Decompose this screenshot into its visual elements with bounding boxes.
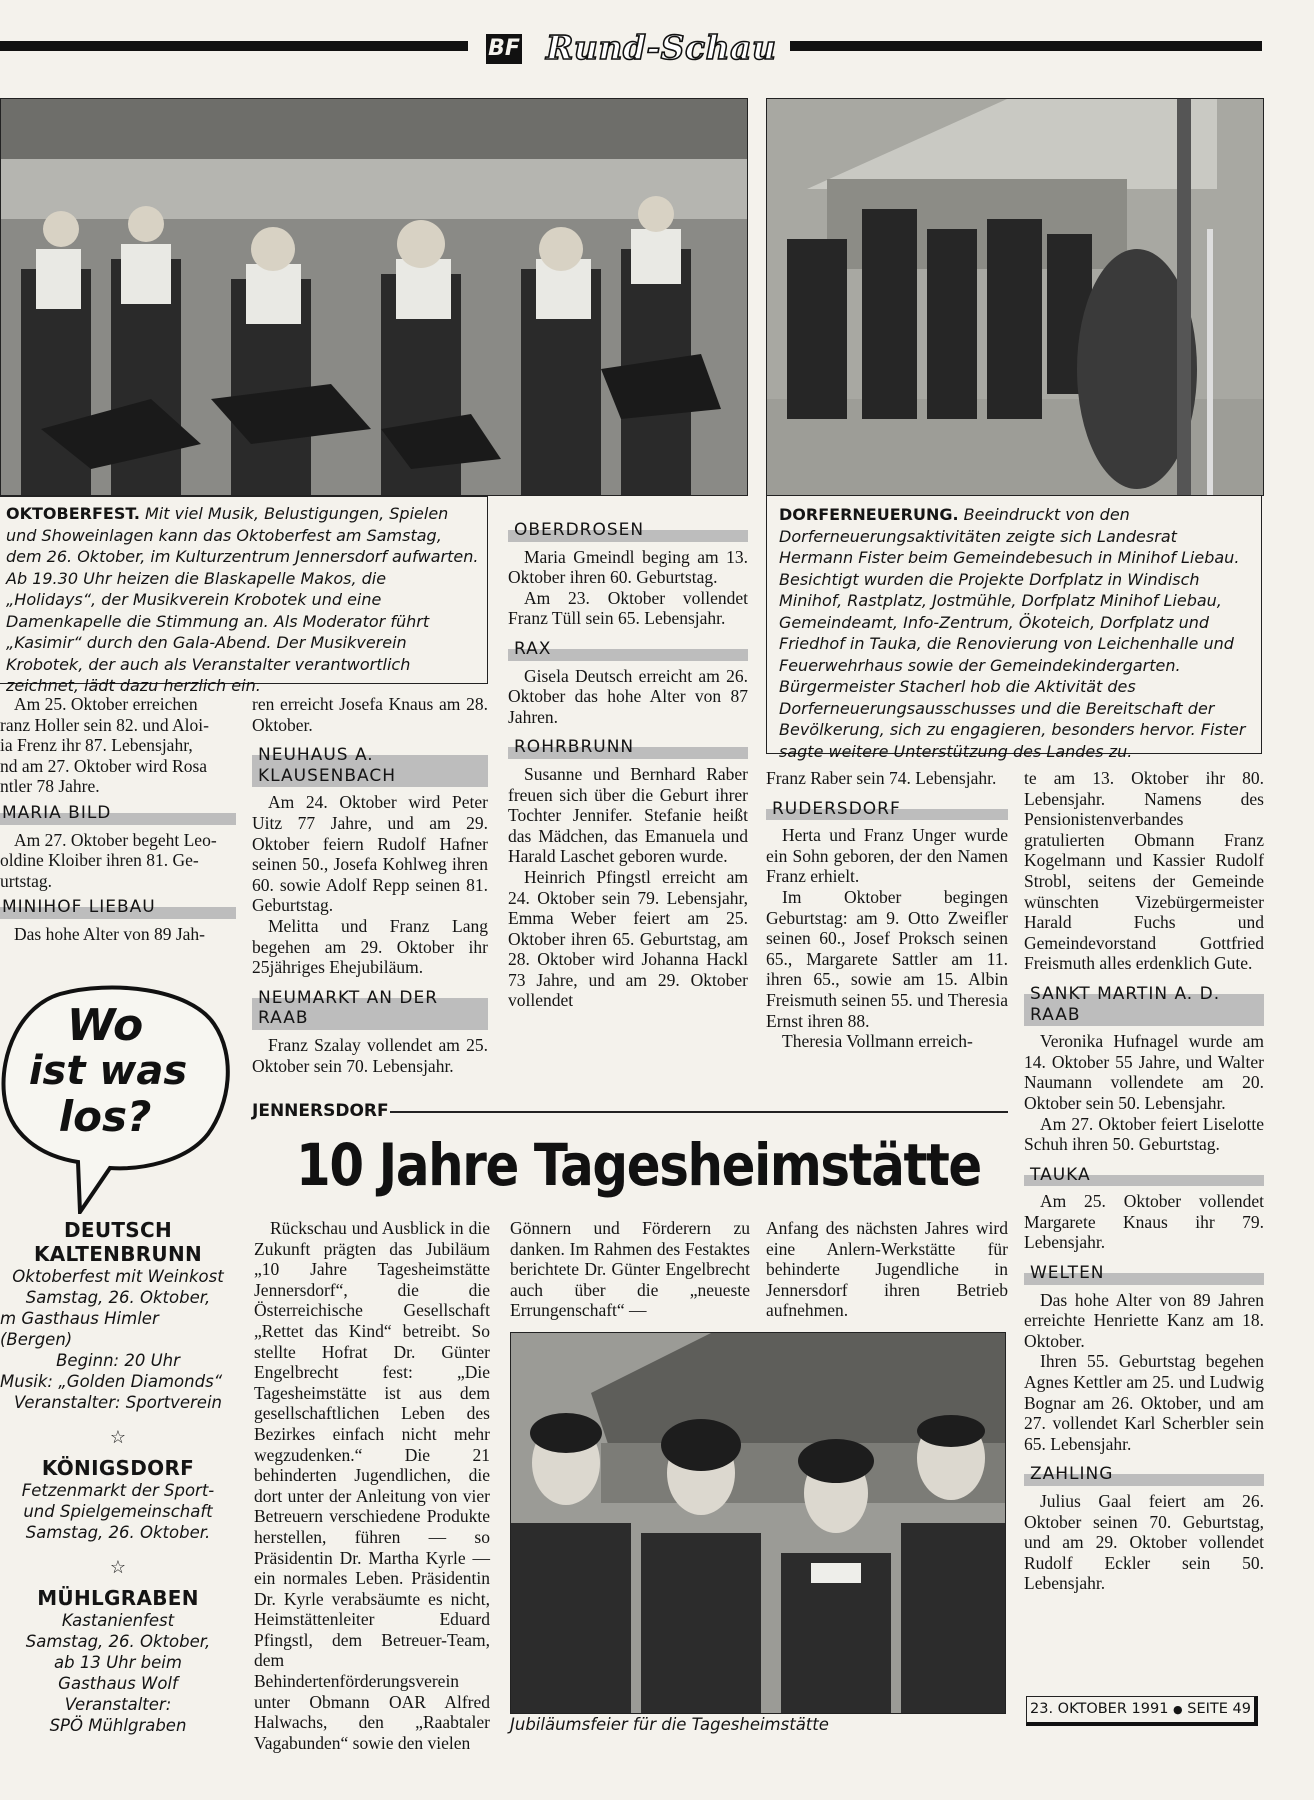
- col5-paragraph: te am 13. Oktober ihr 80. Lebensjahr. Namens des Pensionistenverbandes gratulierten Obmann Franz Kogelmann und Kassier Rudolf Strobl, seitens der Gemeinde wünschten Vizebürgermeister Harald Fuchs und Gemeindevorstand Gottfried Freismuth alles erdenklich Gute.: [1024, 768, 1264, 974]
- col1-line: ntler 78 Jahre.: [0, 776, 100, 797]
- col4-paragraph: Im Oktober begingen Geburtstag: am 9. Otto Zweifler seinen 60., Josef Proksch seinen 65., Margarete Sattler am 11. ihren 65., sowie am 15. Albin Freismuth seinen 55. und Theresia Ernst ihren 88.: [766, 886, 1008, 1031]
- event-line: Samstag, 26. Oktober.: [25, 1523, 211, 1542]
- col4-paragraph: Herta und Franz Unger wurde ein Sohn geboren, der den Namen Franz erhielt.: [766, 825, 1008, 887]
- event-deutsch-kaltenbrunn: [0, 1218, 236, 1413]
- masthead-rule-right: [790, 41, 1262, 51]
- masthead-rule-left: [0, 41, 468, 51]
- footer-date: 23. OKTOBER 1991: [1030, 1701, 1169, 1717]
- bubble-line-2: ist was: [28, 1048, 188, 1094]
- section-head-zahling: ZAHLING: [1024, 1462, 1264, 1486]
- masthead-logo: BF: [486, 34, 522, 64]
- column-4: [766, 768, 1008, 1052]
- speech-bubble: [0, 984, 236, 1214]
- section-head-sankt-martin: SANKT MARTIN A. D. RAAB: [1024, 982, 1264, 1026]
- kicker-rule: [390, 1111, 1008, 1113]
- event-line: Veranstalter: Sportverein: [14, 1393, 222, 1412]
- event-line: m Gasthaus Himler (Bergen): [0, 1309, 159, 1349]
- section-head-minihof-liebau: MINIHOF LIEBAU: [0, 895, 236, 919]
- star-divider-icon: ☆: [109, 1557, 127, 1577]
- event-line: Samstag, 26. Oktober,: [25, 1632, 211, 1651]
- col3-paragraph: Heinrich Pfingstl erreicht am 24. Oktober sein 79. Lebensjahr, Emma Weber feiert am 25. Oktober ihren 65. Geburtstag, am 28. Oktober wird Johanna Hackl 73 Jahre, und am 29. Oktober vollendet: [508, 866, 748, 1011]
- event-line: SPÖ Mühlgraben: [49, 1716, 187, 1735]
- bubble-line-1: Wo: [66, 1000, 144, 1051]
- article-column-c: Anfang des nächsten Jahres wird eine Anlern-Werkstätte für behinderte Jugendliche in Jennersdorf ihren Betrieb aufnehmen.: [766, 1218, 1008, 1321]
- col1-line: Am 25. Oktober erreichen: [14, 694, 198, 714]
- event-line: Beginn: 20 Uhr: [56, 1351, 180, 1370]
- col3-paragraph: Am 23. Oktober vollendet Franz Tüll sein 65. Lebensjahr.: [508, 587, 748, 629]
- article-column-a: Rückschau und Ausblick in die Zukunft prägten das Jubiläum „10 Jahre Tagesheimstätte Jennersdorf“, die die Österreichische Gesellschaft „Rettet das Kind“ betreibt. So stellte Hofrat Dr. Günter Engelbrecht fest: „Die Tagesheimstätte ist aus dem gesellschaftlichen Leben des Bezirkes einfach nicht mehr wegzudenken.“ Die 21 behinderten Jugendlichen, die dort unter der Anleitung von vier Betreuern verschiedene Produkte herstellen, führen — so Präsidentin Dr. Martha Kyrle — ein normales Leben. Präsidentin Dr. Kyrle verabsäumte es nicht, Heimstättenleiter Eduard Pfingstl, dem Betreuer-Team, dem Behindertenförderungsverein unter Obmann OAR Alfred Halwachs, den „Raabtaler Vagabunden“ sowie den vielen: [254, 1218, 490, 1753]
- event-line: Veranstalter:: [64, 1695, 172, 1714]
- col1-line: ranz Holler sein 82. und Aloi-: [0, 714, 209, 735]
- caption-dorferneuerung: [766, 496, 1262, 761]
- event-place: DEUTSCH KALTENBRUNN: [33, 1218, 203, 1266]
- event-place: MÜHLGRABEN: [37, 1586, 199, 1610]
- event-line: Musik: „Golden Diamonds“: [0, 1372, 223, 1391]
- col1-line: oldine Kloiber ihren 81. Ge-: [0, 850, 199, 871]
- section-head-welten: WELTEN: [1024, 1261, 1264, 1285]
- col2-paragraph: Am 24. Oktober wird Peter Uitz 77 Jahre, und am 29. Oktober feiern Rudolf Hafner seinen 50., Josefa Kohlweg ihren 60. sowie Adolf Repp seinen 81. Geburtstag.: [252, 792, 488, 916]
- caption-dorferneuerung-lead: DORFERNEUERUNG.: [779, 505, 959, 524]
- event-place: KÖNIGSDORF: [41, 1456, 195, 1480]
- col3-paragraph: Maria Gmeindl beging am 13. Oktober ihren 60. Geburtstag.: [508, 546, 748, 588]
- col1-line: nd am 27. Oktober wird Rosa: [0, 755, 208, 776]
- caption-tagesheim: Jubiläumsfeier für die Tagesheimstätte: [510, 1715, 829, 1734]
- section-head-neumarkt: NEUMARKT AN DER RAAB: [252, 986, 488, 1030]
- col5-paragraph: Am 25. Oktober vollendet Margarete Knaus ihr 79. Lebensjahr.: [1024, 1191, 1264, 1253]
- column-5: [1024, 768, 1264, 1594]
- caption-oktoberfest-text: Mit viel Musik, Belustigungen, Spielen und Showeinlagen kann das Oktoberfest am Samstag, dem 26. Oktober, im Kulturzentrum Jennersdorf aufwarten. Ab 19.30 Uhr heizen die Blaskapelle Makos, die „Holidays“, der Musikverein Krobotek und eine Damenkapelle die Stimmung an. Als Moderator führt „Kasimir“ durch den Gala-Abend. Der Musikverein Krobotek, der auch als Veranstalter verantwortlich zeichnet, lädt dazu herzlich ein.: [6, 504, 479, 695]
- col5-paragraph: Am 27. Oktober feiert Liselotte Schuh ihren 50. Geburtstag.: [1024, 1113, 1264, 1155]
- caption-oktoberfest-lead: OKTOBERFEST.: [6, 504, 140, 523]
- event-line: Fetzenmarkt der Sport-: [21, 1481, 215, 1500]
- column-2: [252, 694, 488, 1076]
- section-head-maria-bild: MARIA BILD: [0, 801, 236, 825]
- col2-paragraph: Melitta und Franz Lang begehen am 29. Oktober ihr 25jähriges Ehejubiläum.: [252, 915, 488, 978]
- col5-paragraph: Veronika Hufnagel wurde am 14. Oktober 55 Jahre, und Walter Naumann vollendete am 20. Oktober sein 50. Lebensjahr.: [1024, 1031, 1264, 1113]
- event-list: [0, 1218, 236, 1736]
- section-head-rohrbrunn: ROHRBRUNN: [508, 735, 748, 759]
- col5-paragraph: Julius Gaal feiert am 26. Oktober seinen 70. Geburtstag, und am 29. Oktober vollendet Rudolf Eckler sein 50. Lebensjahr.: [1024, 1491, 1264, 1594]
- col3-paragraph: Susanne und Bernhard Raber freuen sich über die Geburt ihrer Tochter Jennifer. Stefanie heißt das Mädchen, das Emanuela und Harald Laschet geboren wurde.: [508, 763, 748, 867]
- col1-line: urtstag.: [0, 870, 53, 891]
- section-head-neuhaus: NEUHAUS A. KLAUSENBACH: [252, 743, 488, 787]
- col5-paragraph: Ihren 55. Geburtstag begehen Agnes Kettler am 25. und Ludwig Bognar am 26. Oktober, und am 27. vollendet Karl Scherbler sein 65. Lebensjahr.: [1024, 1351, 1264, 1454]
- col4-paragraph: Franz Raber sein 74. Lebensjahr.: [766, 768, 997, 788]
- star-divider-icon: ☆: [109, 1427, 127, 1447]
- section-head-rudersdorf: RUDERSDORF: [766, 797, 1008, 821]
- bubble-line-3: los?: [58, 1092, 152, 1141]
- event-line: und Spielgemeinschaft: [23, 1502, 213, 1521]
- column-3: [508, 514, 748, 1011]
- photo-oktoberfest-band: [0, 98, 748, 496]
- col2-paragraph: Franz Szalay vollendet am 25. Oktober sein 70. Lebensjahr.: [252, 1034, 488, 1076]
- article-column-b: Gönnern und Förderern zu danken. Im Rahmen des Festaktes berichtete Dr. Günter Engelbrecht auch über die „neueste Errungenschaft“ —: [510, 1218, 750, 1321]
- section-head-rax: RAX: [508, 637, 748, 661]
- section-head-tauka: TAUKA: [1024, 1163, 1264, 1187]
- event-line: ab 13 Uhr beim: [54, 1653, 182, 1672]
- col4-paragraph: Theresia Vollmann erreich-: [782, 1031, 973, 1052]
- page-footer: [1026, 1696, 1258, 1726]
- article-kicker: JENNERSDORF: [252, 1100, 397, 1122]
- footer-page: SEITE 49: [1187, 1701, 1251, 1717]
- event-line: Kastanienfest: [61, 1611, 175, 1630]
- event-line: Oktoberfest mit Weinkost: [12, 1267, 224, 1286]
- col5-paragraph: Das hohe Alter von 89 Jahren erreichte Henriette Kanz am 18. Oktober.: [1024, 1289, 1264, 1351]
- footer-bullet: ●: [1173, 1703, 1183, 1716]
- col1-line: Das hohe Alter von 89 Jah-: [14, 923, 206, 944]
- article-headline: 10 Jahre Tagesheimstätte: [296, 1131, 981, 1199]
- col1-line: ia Frenz ihr 87. Lebensjahr,: [0, 735, 193, 756]
- photo-jubilaeumsfeier: [510, 1332, 1006, 1714]
- col2-paragraph: ren erreicht Josefa Knaus am 28. Oktober.: [252, 694, 488, 735]
- col1-line: Am 27. Oktober begeht Leo-: [14, 829, 217, 850]
- event-koenigsdorf: [0, 1456, 236, 1543]
- col3-paragraph: Gisela Deutsch erreicht am 26. Oktober das hohe Alter von 87 Jahren.: [508, 665, 748, 727]
- column-1: [0, 694, 236, 945]
- masthead-title: Rund-Schau: [546, 28, 777, 67]
- caption-oktoberfest: [0, 496, 488, 695]
- photo-dorferneuerung: [766, 98, 1264, 496]
- caption-dorferneuerung-text: Beeindruckt von den Dorferneuerungsaktivitäten zeigte sich Landesrat Hermann Fister beim Gemeindebesuch in Minihof Liebau. Besichtigt wurden die Projekte Dorfplatz in Windisch Minihof, Rastplatz, Jostmühle, Dorfplatz Minihof Liebau, Gemeindeamt, Info-Zentrum, Ökoteich, Dorfplatz und Friedhof in Tauka, die Renovierung von Leichenhalle und Feuerwehrhaus sowie der Gemeindekindergarten. Bürgermeister Stacherl hob die Aktivität des Dorferneuerungsausschusses und die Bereitschaft der Bevölkerung, sich zu engagieren, besonders hervor. Fister sagte weitere Unterstützung des Landes zu.: [779, 505, 1246, 761]
- section-head-oberdrosen: OBERDROSEN: [508, 518, 748, 542]
- event-muehlgraben: [0, 1586, 236, 1736]
- event-line: Gasthaus Wolf: [58, 1674, 178, 1693]
- event-line: Samstag, 26. Oktober,: [25, 1288, 211, 1307]
